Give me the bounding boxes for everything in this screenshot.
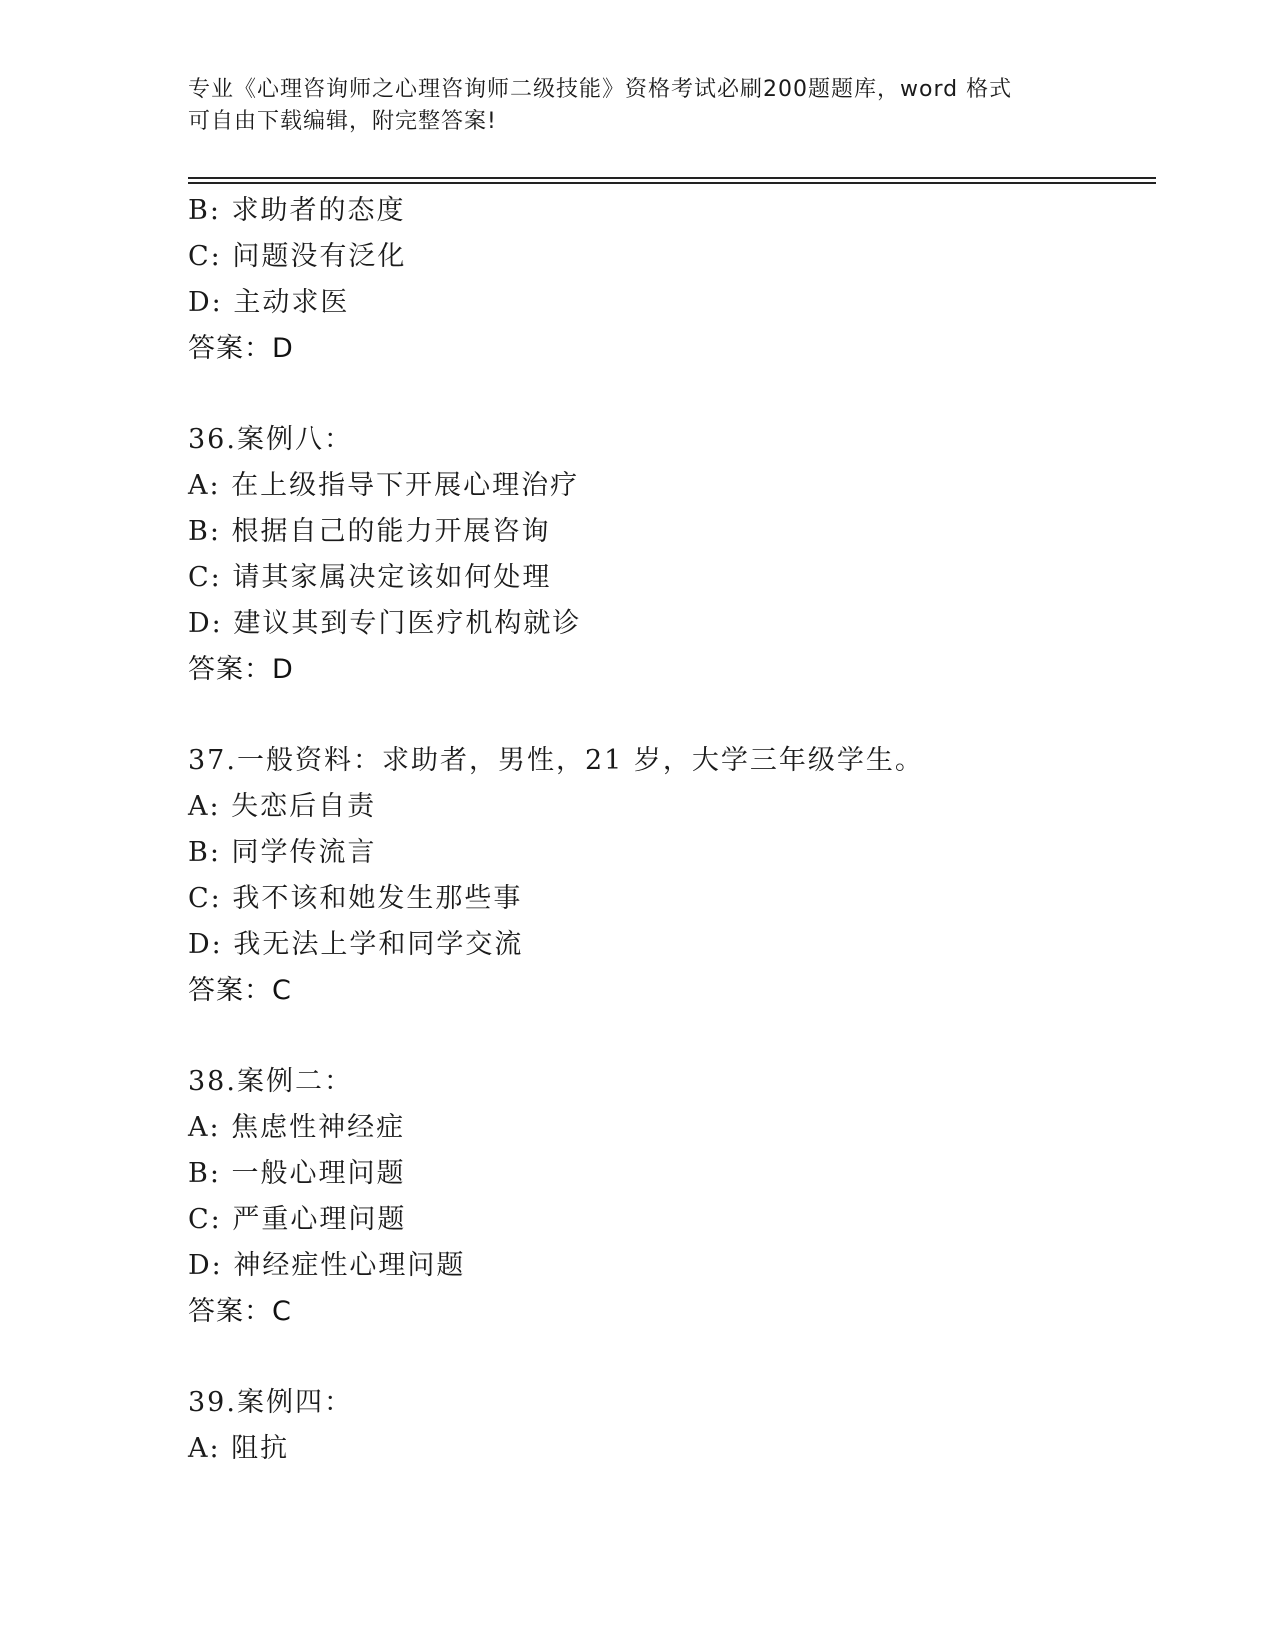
answer-line: 答案：C bbox=[188, 975, 292, 1006]
option-d: D: 神经症性心理问题 bbox=[188, 1250, 466, 1281]
option-c: C: 我不该和她发生那些事 bbox=[188, 883, 523, 914]
option-b: B: 同学传流言 bbox=[188, 837, 377, 868]
question-list bbox=[188, 188, 1148, 1472]
option-c: C: 问题没有泛化 bbox=[188, 241, 407, 272]
option-d: D: 我无法上学和同学交流 bbox=[188, 929, 524, 960]
answer-line: 答案：C bbox=[188, 1296, 292, 1327]
answer-line: 答案：D bbox=[188, 654, 294, 685]
question-stem: 39.案例四： bbox=[188, 1387, 353, 1418]
question-38 bbox=[188, 1059, 1148, 1335]
question-stem: 37.一般资料：求助者，男性，21 岁，大学三年级学生。 bbox=[188, 745, 924, 776]
option-b: B: 根据自己的能力开展咨询 bbox=[188, 516, 551, 547]
header-line-1: 专业《心理咨询师之心理咨询师二级技能》资格考试必刷200题题库，word 格式 bbox=[188, 77, 1013, 102]
option-c: C: 请其家属决定该如何处理 bbox=[188, 562, 552, 593]
header-divider-bottom bbox=[188, 182, 1156, 184]
spacer bbox=[188, 372, 1148, 417]
question-stem: 38.案例二： bbox=[188, 1066, 353, 1097]
spacer bbox=[188, 693, 1148, 738]
option-a: A: 在上级指导下开展心理治疗 bbox=[188, 470, 580, 501]
question-36 bbox=[188, 417, 1148, 693]
question-continued bbox=[188, 188, 1148, 372]
document-header bbox=[188, 74, 1088, 138]
question-37 bbox=[188, 738, 1148, 1014]
question-stem: 36.案例八： bbox=[188, 424, 353, 455]
answer-line: 答案：D bbox=[188, 333, 294, 364]
option-b: B: 求助者的态度 bbox=[188, 195, 406, 226]
option-d: D: 建议其到专门医疗机构就诊 bbox=[188, 608, 582, 639]
option-a: A: 阻抗 bbox=[188, 1433, 290, 1464]
option-a: A: 失恋后自责 bbox=[188, 791, 377, 822]
option-a: A: 焦虑性神经症 bbox=[188, 1112, 406, 1143]
spacer bbox=[188, 1014, 1148, 1059]
option-c: C: 严重心理问题 bbox=[188, 1204, 407, 1235]
option-b: B: 一般心理问题 bbox=[188, 1158, 406, 1189]
header-divider-top bbox=[188, 177, 1156, 179]
question-39 bbox=[188, 1380, 1148, 1472]
option-d: D: 主动求医 bbox=[188, 287, 350, 318]
header-line-2: 可自由下载编辑，附完整答案! bbox=[188, 109, 497, 134]
spacer bbox=[188, 1335, 1148, 1380]
